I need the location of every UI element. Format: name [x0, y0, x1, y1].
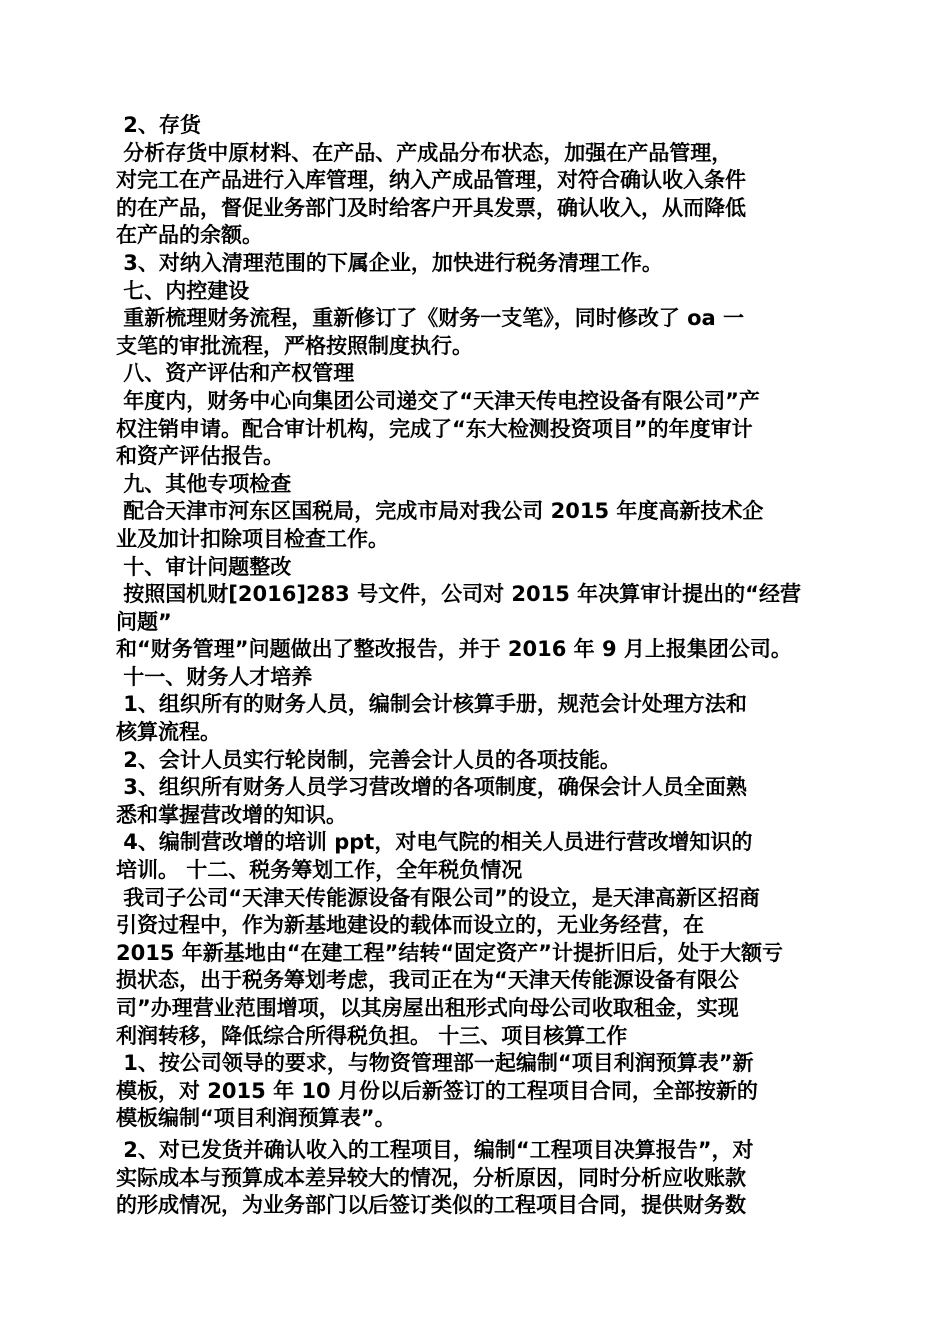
paragraph-line: 配合天津市河东区国税局，完成市局对我公司 2015 年度高新技术企 [116, 499, 764, 524]
paragraph-line: 分析存货中原材料、在产品、产成品分布状态，加强在产品管理， [116, 140, 733, 165]
paragraph-line: 按照国机财[2016]283 号文件，公司对 2015 年决算审计提出的“经营 [116, 582, 801, 607]
paragraph-line: 1、组织所有的财务人员，编制会计核算手册，规范会计处理方法和 [116, 692, 747, 717]
document-body [116, 112, 836, 1220]
paragraph-line: 核算流程。 [116, 720, 221, 745]
paragraph-line: 在产品的余额。 [116, 223, 263, 248]
paragraph-line: 实际成本与预算成本差异较大的情况，分析原因，同时分析应收账款 [116, 1165, 746, 1190]
section-heading: 十一、财务人才培养 [116, 664, 313, 689]
paragraph-line: 和“财务管理”问题做出了整改报告，并于 2016 年 9 月上报集团公司。 [116, 637, 792, 662]
paragraph-line: 2、会计人员实行轮岗制，完善会计人员的各项技能。 [116, 747, 621, 772]
paragraph-line: 我司子公司“天津天传能源设备有限公司”的设立，是天津高新区招商 [116, 885, 760, 910]
paragraph-line: 模板编制“项目利润预算表”。 [116, 1106, 396, 1131]
paragraph-line: 对完工在产品进行入库管理，纳入产成品管理，对符合确认收入条件 [116, 168, 746, 193]
paragraph-line: 年度内，财务中心向集团公司递交了“天津天传电控设备有限公司”产 [116, 388, 760, 413]
paragraph-line: 重新梳理财务流程，重新修订了《财务一支笔》，同时修改了 oa 一 [116, 306, 745, 331]
paragraph-line: 问题” [116, 609, 172, 634]
section-heading: 八、资产评估和产权管理 [116, 361, 355, 386]
paragraph-line: 损状态，出于税务筹划考虑，我司正在为“天津天传能源设备有限公 [116, 968, 739, 993]
paragraph-line: 3、对纳入清理范围的下属企业，加快进行税务清理工作。 [116, 250, 663, 275]
paragraph-line: 引资过程中，作为新基地建设的载体而设立的，无业务经营，在 [116, 913, 704, 938]
paragraph-line: 2015 年新基地由“在建工程”结转“固定资产”计提折旧后，处于大额亏 [116, 940, 783, 965]
paragraph-line: 1、按公司领导的要求，与物资管理部一起编制“项目利润预算表”新 [116, 1051, 754, 1076]
paragraph-line: 培训。 十二、税务筹划工作，全年税负情况 [116, 858, 523, 883]
section-heading: 2、存货 [116, 113, 201, 137]
paragraph-line: 2、对已发货并确认收入的工程项目，编制“工程项目决算报告”，对 [116, 1137, 754, 1162]
section-heading: 十、审计问题整改 [116, 554, 292, 579]
paragraph-line: 和资产评估报告。 [116, 444, 284, 469]
section-heading: 九、其他专项检查 [116, 471, 292, 496]
paragraph-line: 4、编制营改增的培训 ppt，对电气院的相关人员进行营改增知识的 [116, 830, 753, 855]
paragraph-line: 模板，对 2015 年 10 月份以后新签订的工程项目合同，全部按新的 [116, 1078, 758, 1103]
paragraph-line: 悉和掌握营改增的知识。 [116, 802, 347, 827]
section-heading: 七、内控建设 [116, 278, 250, 303]
paragraph-line: 支笔的审批流程，严格按照制度执行。 [116, 333, 473, 358]
paragraph-line: 3、组织所有财务人员学习营改增的各项制度，确保会计人员全面熟 [116, 775, 747, 800]
paragraph-line: 司”办理营业范围增项，以其房屋出租形式向母公司收取租金，实现 [116, 996, 739, 1020]
paragraph-line: 业及加计扣除项目检查工作。 [116, 526, 389, 551]
paragraph-line: 的在产品，督促业务部门及时给客户开具发票，确认收入，从而降低 [116, 195, 746, 220]
paragraph-line: 利润转移，降低综合所得税负担。 十三、项目核算工作 [116, 1023, 628, 1048]
paragraph-line: 的形成情况，为业务部门以后签订类似的工程项目合同，提供财务数 [116, 1193, 746, 1218]
paragraph-line: 权注销申请。配合审计机构，完成了“东大检测投资项目”的年度审计 [116, 416, 753, 441]
